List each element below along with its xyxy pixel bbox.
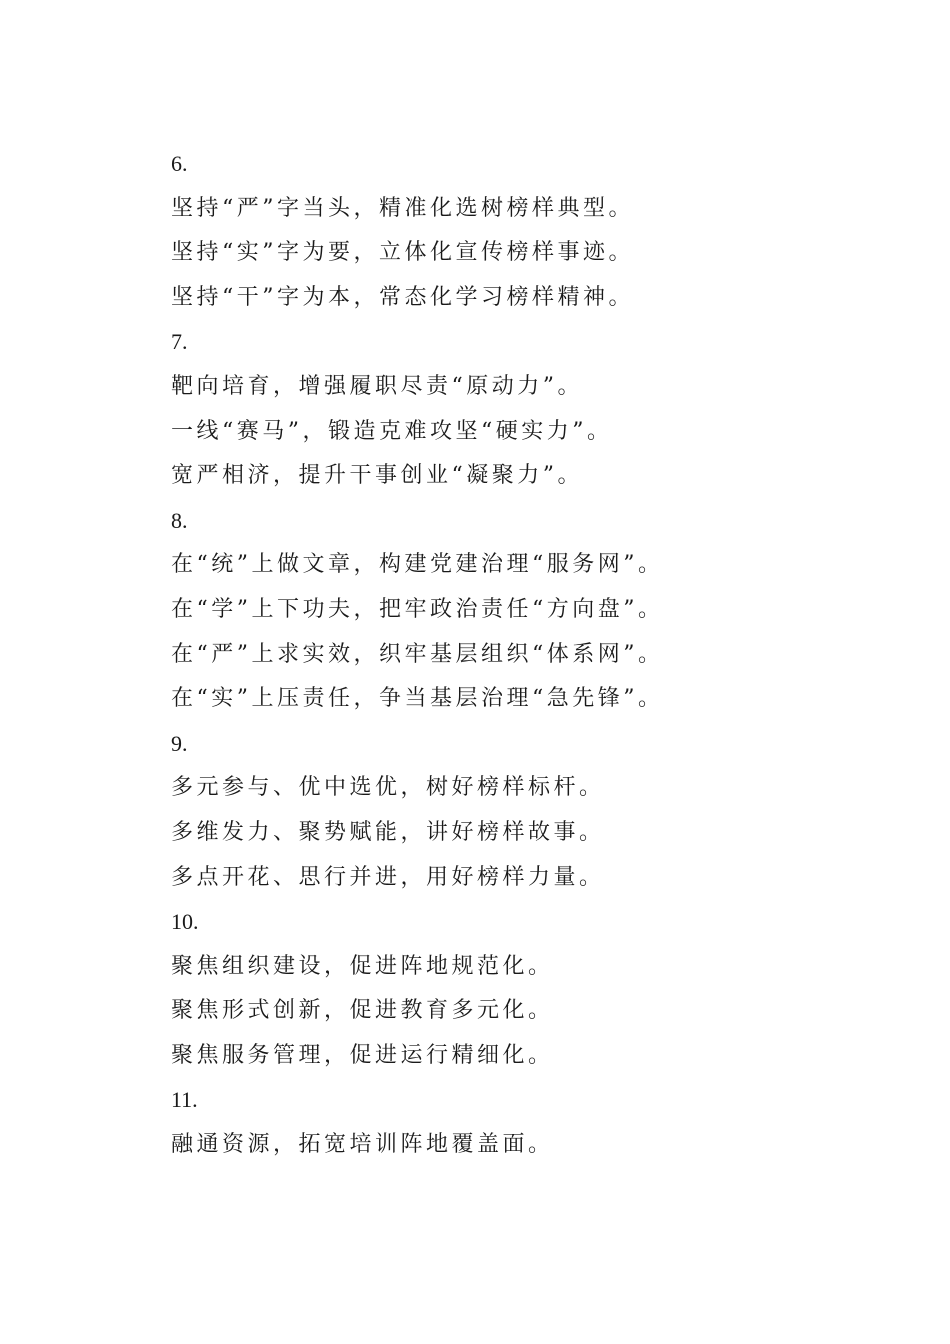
paragraph-line: 在“统”上做文章，构建党建治理“服务网”。: [171, 552, 664, 578]
paragraph-line: 一线“赛马”，锻造克难攻坚“硬实力”。: [171, 418, 613, 444]
section-number: 8.: [171, 507, 188, 533]
document-body: [171, 142, 891, 1168]
paragraph-line: 宽严相济，提升干事创业“凝聚力”。: [171, 463, 583, 489]
section-number: 7.: [171, 329, 188, 355]
paragraph-line: 坚持“干”字为本，常态化学习榜样精神。: [171, 284, 634, 310]
paragraph-line: 聚焦形式创新，促进教育多元化。: [171, 998, 554, 1024]
paragraph-line: 融通资源，拓宽培训阵地覆盖面。: [171, 1132, 554, 1158]
paragraph-line: 在“学”上下功夫，把牢政治责任“方向盘”。: [171, 596, 664, 622]
section-number: 6.: [171, 151, 188, 176]
paragraph-line: 坚持“实”字为要，立体化宣传榜样事迹。: [171, 240, 634, 266]
paragraph-line: 在“严”上求实效，织牢基层组织“体系网”。: [171, 641, 664, 667]
section-number: 10.: [171, 909, 199, 935]
paragraph-line: 在“实”上压责任，争当基层治理“急先锋”。: [171, 686, 664, 712]
paragraph-line: 聚焦组织建设，促进阵地规范化。: [171, 953, 554, 979]
paragraph-line: 坚持“严”字当头，精准化选树榜样典型。: [171, 195, 634, 221]
section-number: 11.: [171, 1087, 198, 1113]
section-number: 9.: [171, 730, 188, 756]
paragraph-line: 聚焦服务管理，促进运行精细化。: [171, 1042, 554, 1068]
paragraph-line: 多点开花、思行并进，用好榜样力量。: [171, 864, 605, 890]
paragraph-line: 多维发力、聚势赋能，讲好榜样故事。: [171, 819, 605, 845]
paragraph-line: 靶向培育，增强履职尽责“原动力”。: [171, 373, 583, 399]
paragraph-line: 多元参与、优中选优，树好榜样标杆。: [171, 775, 605, 801]
